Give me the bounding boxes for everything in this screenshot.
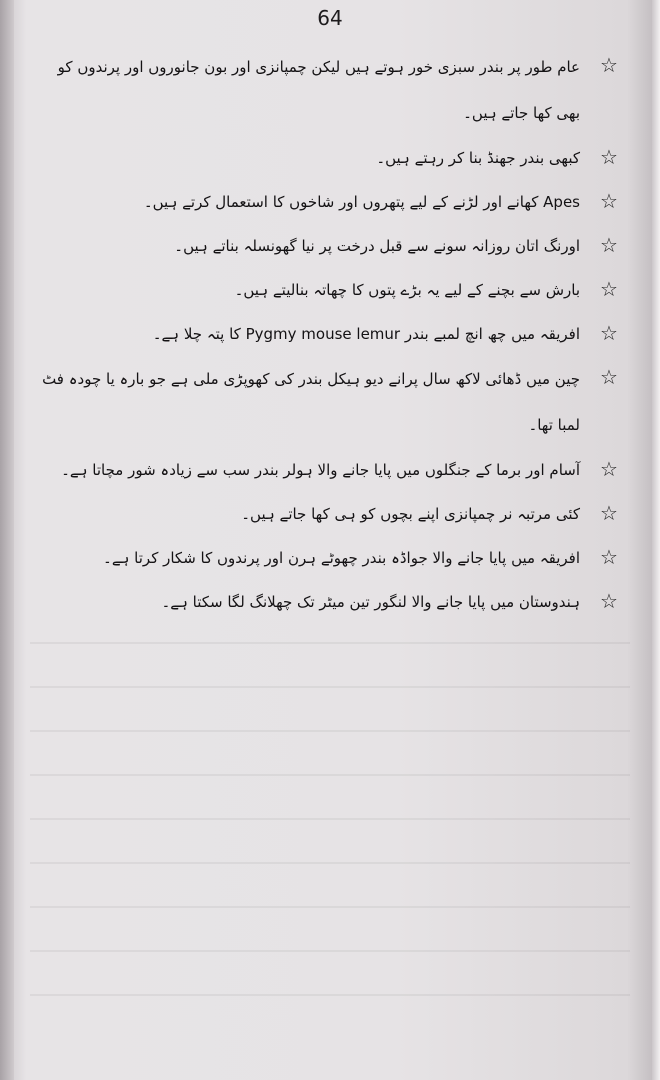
item-text: کبھی بندر جھنڈ بنا کر رہتے ہیں۔ — [376, 149, 580, 167]
item-text: اورنگ اتان روزانہ سونے سے قبل درخت پر نیا گھونسلہ بناتے ہیں۔ — [174, 237, 580, 255]
list-item — [40, 180, 622, 224]
list-item — [40, 268, 622, 312]
item-text: آسام اور برما کے جنگلوں میں پایا جانے والا ہولر بندر سب سے زیادہ شور مچاتا ہے۔ — [61, 461, 580, 479]
list-item — [40, 492, 622, 536]
list-item — [40, 536, 622, 580]
list-item — [40, 44, 622, 136]
item-text: عام طور پر بندر سبزی خور ہوتے ہیں لیکن چمپانزی اور بون جانوروں اور پرندوں کو بھی کھا جاتے ہیں۔ — [57, 58, 580, 122]
list-item — [40, 224, 622, 268]
list-item — [40, 356, 622, 448]
star-outline-icon: ☆ — [600, 233, 618, 257]
page-spine-shadow — [0, 0, 14, 1080]
star-outline-icon: ☆ — [600, 277, 618, 301]
list-item — [40, 580, 622, 624]
star-outline-icon: ☆ — [600, 321, 618, 345]
list-item — [40, 312, 622, 356]
item-text: افریقہ میں چھ انچ لمبے بندر Pygmy mouse lemur کا پتہ چلا ہے۔ — [152, 325, 580, 343]
list-item — [40, 448, 622, 492]
star-outline-icon: ☆ — [600, 145, 618, 169]
star-outline-icon: ☆ — [600, 189, 618, 213]
item-text: ہندوستان میں پایا جانے والا لنگور تین میٹر تک چھلانگ لگا سکتا ہے۔ — [161, 593, 580, 611]
item-text: Apes کھانے اور لڑنے کے لیے پتھروں اور شاخوں کا استعمال کرتے ہیں۔ — [143, 193, 580, 211]
star-outline-icon: ☆ — [600, 589, 618, 613]
item-text: چین میں ڈھائی لاکھ سال پرانے دیو ہیکل بندر کی کھوپڑی ملی ہے جو بارہ یا چودہ فٹ لمبا تھا۔ — [42, 370, 580, 434]
item-text: افریقہ میں پایا جانے والا جواڈہ بندر چھوٹے ہرن اور پرندوں کا شکار کرتا ہے۔ — [103, 549, 580, 567]
page-edge — [652, 0, 660, 1080]
star-outline-icon: ☆ — [600, 501, 618, 525]
item-text: کئی مرتبہ نر چمپانزی اپنے بچوں کو ہی کھا جاتے ہیں۔ — [241, 505, 580, 523]
star-outline-icon: ☆ — [600, 365, 618, 389]
star-outline-icon: ☆ — [600, 457, 618, 481]
star-outline-icon: ☆ — [600, 545, 618, 569]
page-number: 64 — [317, 6, 343, 30]
show-through-bleed — [30, 600, 630, 1040]
star-outline-icon: ☆ — [600, 53, 618, 77]
list-item — [40, 136, 622, 180]
item-text: بارش سے بچنے کے لیے یہ بڑے پتوں کا چھاتہ بنالیتے ہیں۔ — [234, 281, 580, 299]
fact-list — [40, 44, 622, 624]
